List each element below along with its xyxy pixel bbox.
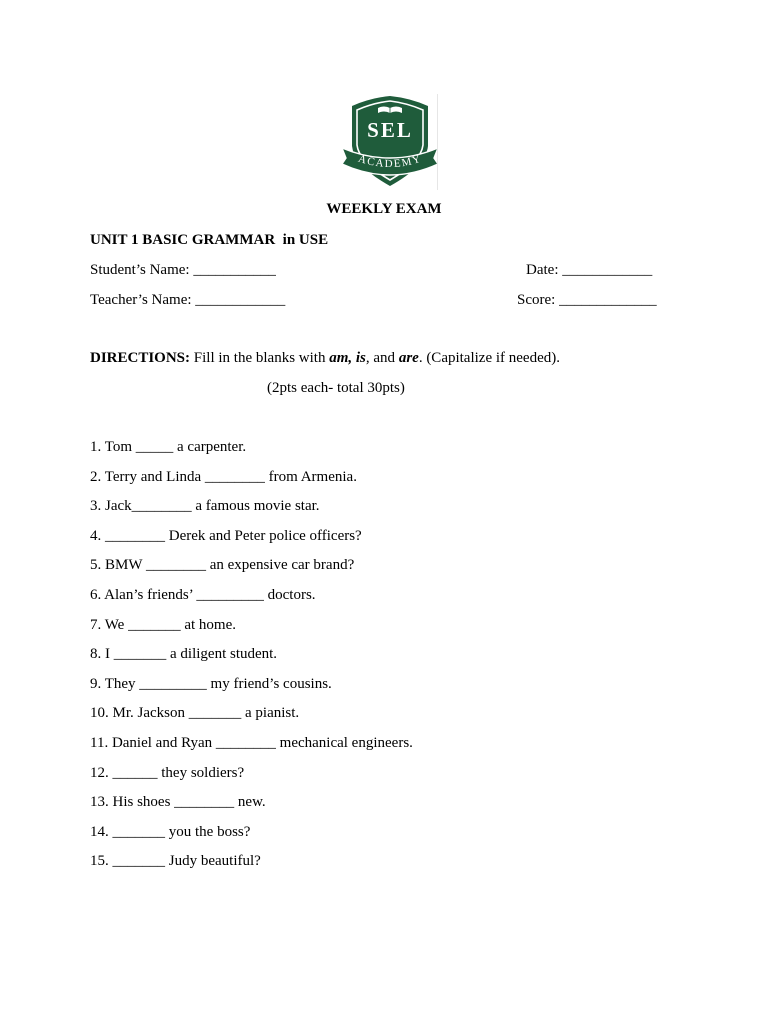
question-item: 12. ______ they soldiers? bbox=[90, 764, 245, 781]
question-item: 4. ________ Derek and Peter police officers? bbox=[90, 527, 362, 544]
question-item: 8. I _______ a diligent student. bbox=[90, 646, 278, 663]
logo-academy-text: ACADEMY bbox=[356, 152, 424, 171]
directions-label: DIRECTIONS: bbox=[90, 350, 191, 366]
question-item: 1. Tom _____ a carpenter. bbox=[90, 439, 247, 455]
question-item: 15. _______ Judy beautiful? bbox=[90, 853, 261, 870]
question-item: 2. Terry and Linda ________ from Armenia. bbox=[90, 468, 357, 485]
question-item: 7. We _______ at home. bbox=[90, 616, 236, 633]
shield-crest-icon bbox=[340, 94, 440, 190]
question-item: 3. Jack________ a famous movie star. bbox=[90, 498, 320, 515]
divider-line bbox=[437, 94, 438, 190]
directions-word-am-is: am, is bbox=[329, 350, 366, 366]
directions-word-are: are bbox=[398, 350, 419, 366]
question-item: 14. _______ you the boss? bbox=[90, 823, 251, 840]
points-note: (2pts each- total 30pts) bbox=[267, 380, 405, 396]
question-item: 6. Alan’s friends’ _________ doctors. bbox=[90, 586, 316, 603]
student-name-field: Student’s Name: ___________ bbox=[90, 262, 276, 278]
score-field: Score: _____________ bbox=[517, 292, 657, 308]
teacher-name-field: Teacher’s Name: ____________ bbox=[90, 292, 286, 308]
question-item: 9. They _________ my friend’s cousins. bbox=[90, 675, 332, 692]
date-field: Date: ____________ bbox=[526, 262, 653, 278]
question-item: 10. Mr. Jackson _______ a pianist. bbox=[90, 705, 300, 722]
directions bbox=[90, 349, 560, 367]
directions-note: . (Capitalize if needed). bbox=[418, 350, 560, 366]
question-item: 5. BMW ________ an expensive car brand? bbox=[90, 557, 355, 574]
question-item: 11. Daniel and Ryan ________ mechanical engineers. bbox=[90, 734, 413, 751]
question-list bbox=[90, 438, 413, 882]
sel-academy-logo bbox=[340, 94, 440, 190]
exam-title: WEEKLY EXAM bbox=[326, 201, 442, 217]
directions-separator: , and bbox=[365, 350, 399, 366]
unit-heading: UNIT 1 BASIC GRAMMAR in USE bbox=[90, 232, 329, 248]
logo-sel-text: SEL bbox=[367, 118, 413, 142]
directions-text: Fill in the blanks with bbox=[190, 350, 330, 366]
question-item: 13. His shoes ________ new. bbox=[90, 794, 266, 811]
